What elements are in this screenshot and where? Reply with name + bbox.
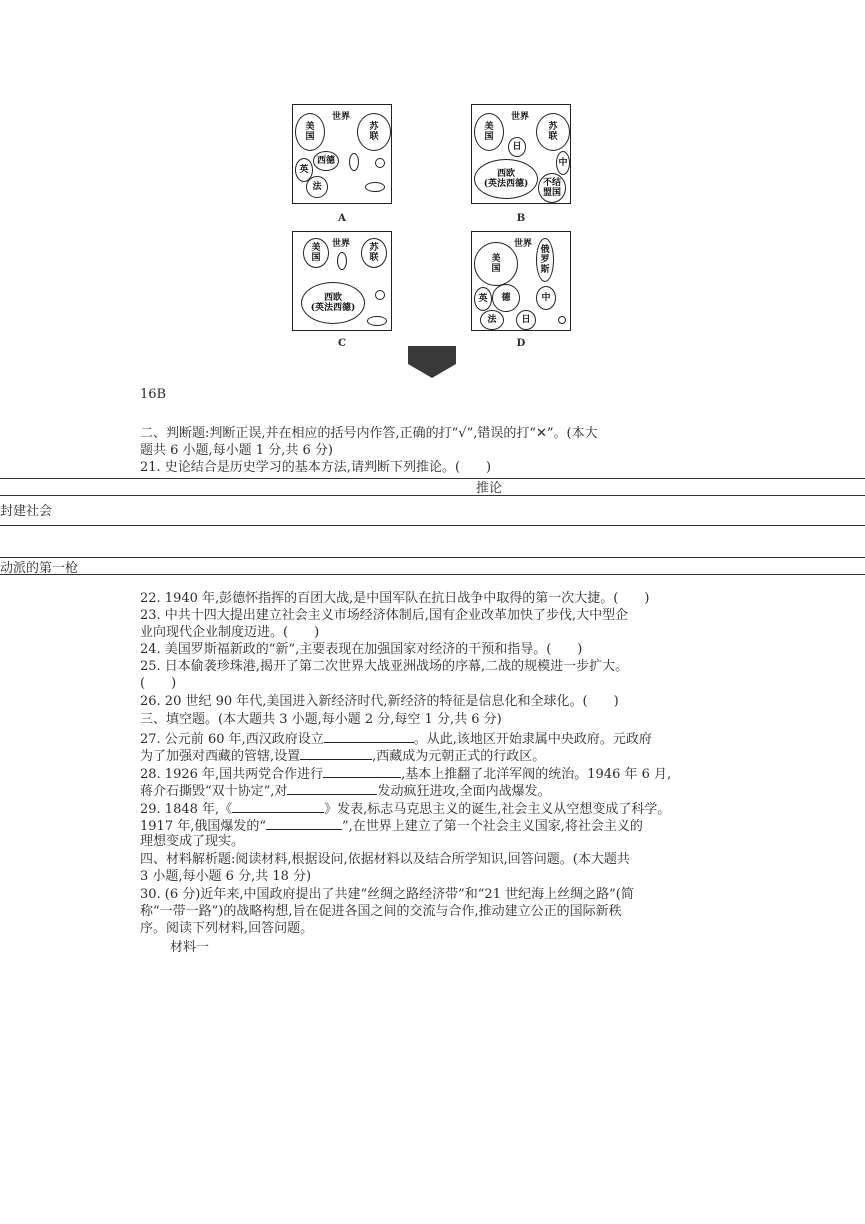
diagram-c-caption: C	[338, 338, 346, 349]
q28-text: ,基本上推翻了北洋军阀的统治。1946 年 6 月,	[401, 767, 672, 782]
small-circle	[375, 158, 385, 168]
blank-field[interactable]	[287, 781, 377, 795]
small-circle	[558, 316, 566, 324]
usa-circle: 美 国	[303, 238, 329, 268]
world-label: 世界	[514, 239, 533, 249]
diagram-d-frame	[471, 231, 571, 331]
diagram-b-caption: B	[516, 213, 526, 224]
diagram-d-caption: D	[516, 338, 526, 349]
world-label: 世界	[332, 112, 351, 122]
q27-text: ,西藏成为元朝正式的行政区。	[372, 749, 546, 764]
q29-text: 29. 1848 年,《	[140, 802, 233, 817]
question-27-cont	[140, 746, 730, 765]
blank-field[interactable]	[300, 746, 372, 760]
q29-text: 》发表,标志马克思主义的诞生,社会主义从空想变成了科学。	[324, 802, 671, 817]
question-30-end: 序。阅读下列材料,回答问题。	[140, 921, 314, 936]
blank-field[interactable]	[266, 816, 342, 830]
germany-circle: 德	[492, 284, 520, 312]
diagram-a-frame	[292, 104, 392, 204]
blank-field[interactable]	[232, 799, 324, 813]
question-28-cont	[140, 781, 730, 800]
section4-heading: 四、材料解析题:阅读材料,根据设问,依据材料以及结合所学知识,回答问题。(本大题共	[140, 852, 630, 867]
usa-circle: 美 国	[474, 113, 504, 151]
table-rule	[0, 557, 865, 558]
usa-circle: 美 国	[295, 113, 325, 151]
small-oval	[337, 252, 347, 270]
small-oval	[367, 316, 387, 326]
question-25-cont: ( )	[140, 676, 177, 691]
western-europe-circle: 西欧 (英法西德)	[301, 282, 365, 324]
q27-text: 为了加强对西藏的管辖,设置	[140, 749, 301, 764]
small-oval	[365, 182, 385, 192]
small-oval	[349, 153, 359, 171]
table-header-inference: 推论	[476, 481, 503, 496]
question-30-cont: 称“一带一路”)的战略构想,旨在促进各国之间的交流与合作,推动建立公正的国际新秩	[140, 904, 622, 919]
question-21: 21. 史论结合是历史学习的基本方法,请判断下列推论。( )	[140, 460, 492, 475]
question-25: 25. 日本偷袭珍珠港,揭开了第二次世界大战亚洲战场的序幕,二战的规模进一步扩大。	[140, 659, 629, 674]
section2-heading: 二、判断题:判断正误,并在相应的括号内作答,正确的打“√”,错误的打“✕”。(本大	[140, 426, 598, 441]
non-aligned-circle: 不结 盟国	[538, 173, 566, 203]
uk-circle: 英	[295, 158, 313, 182]
russia-circle: 俄 罗 斯	[536, 238, 554, 282]
q27-text: 。从此,该地区开始隶属中央政府。元政府	[413, 732, 652, 747]
ussr-circle: 苏 联	[536, 113, 570, 151]
section4-heading-cont: 3 小题,每小题 6 分,共 18 分)	[140, 869, 312, 884]
question-26: 26. 20 世纪 90 年代,美国进入新经济时代,新经济的特征是信息化和全球化。( )	[140, 694, 619, 709]
japan-circle: 日	[508, 137, 526, 157]
blank-field[interactable]	[323, 764, 401, 778]
table-rule	[0, 525, 865, 526]
diagram-a-caption: A	[338, 213, 346, 224]
world-label: 世界	[511, 112, 530, 122]
question-29-end: 理想变成了现实。	[140, 834, 245, 849]
question-24: 24. 美国罗斯福新政的“新”,主要表现在加强国家对经济的干预和指导。( )	[140, 642, 583, 657]
diagram-b-frame	[471, 104, 571, 204]
blank-field[interactable]	[324, 729, 414, 743]
q29-text: 1917 年,俄国爆发的“	[140, 819, 266, 834]
table-cell-reactionary: 动派的第一枪	[0, 561, 79, 576]
q28-text: 蒋介石撕毁“双十协定”,对	[140, 784, 288, 799]
q27-text: 27. 公元前 60 年,西汉政府设立	[140, 732, 324, 747]
small-circle	[375, 290, 385, 300]
diagram-c-frame	[292, 231, 392, 331]
table-cell-feudal: 封建社会	[0, 504, 53, 519]
question-23: 23. 中共十四大提出建立社会主义市场经济体制后,国有企业改革加快了步伐,大中型企	[140, 608, 629, 623]
france-circle: 法	[306, 176, 328, 198]
france-circle: 法	[480, 310, 504, 330]
western-europe-circle: 西欧 (英法西德)	[474, 159, 538, 199]
ussr-circle: 苏 联	[357, 113, 391, 151]
japan-circle: 日	[516, 310, 536, 330]
ussr-circle: 苏 联	[361, 238, 387, 268]
answer-label: 16B	[140, 387, 167, 402]
usa-circle: 美 国	[474, 242, 518, 286]
material-one-label: 材料一	[170, 940, 210, 955]
section2-heading-cont: 题共 6 小题,每小题 1 分,共 6 分)	[140, 443, 333, 458]
question-23-cont: 业向现代企业制度迈进。( )	[140, 625, 320, 640]
table-rule	[0, 478, 865, 479]
china-circle: 中	[556, 151, 570, 175]
uk-circle: 英	[474, 287, 492, 311]
q28-text: 28. 1926 年,国共两党合作进行	[140, 767, 324, 782]
world-label: 世界	[332, 239, 351, 249]
question-22: 22. 1940 年,彭德怀指挥的百团大战,是中国军队在抗日战争中取得的第一次大捷。( )	[140, 591, 650, 606]
q29-text: ”,在世界上建立了第一个社会主义国家,将社会主义的	[342, 819, 643, 834]
china-circle: 中	[536, 286, 556, 310]
west-germany-circle: 西德	[313, 151, 339, 171]
q28-text: 发动疯狂进攻,全面内战爆发。	[377, 784, 551, 799]
table-rule	[0, 574, 865, 575]
chevron-down-icon[interactable]	[408, 346, 456, 378]
table-rule	[0, 495, 865, 496]
question-30: 30. (6 分)近年来,中国政府提出了共建“丝绸之路经济带”和“21 世纪海上丝绸之路”(简	[140, 887, 634, 902]
section3-heading: 三、填空题。(本大题共 3 小题,每小题 2 分,每空 1 分,共 6 分)	[140, 712, 502, 727]
